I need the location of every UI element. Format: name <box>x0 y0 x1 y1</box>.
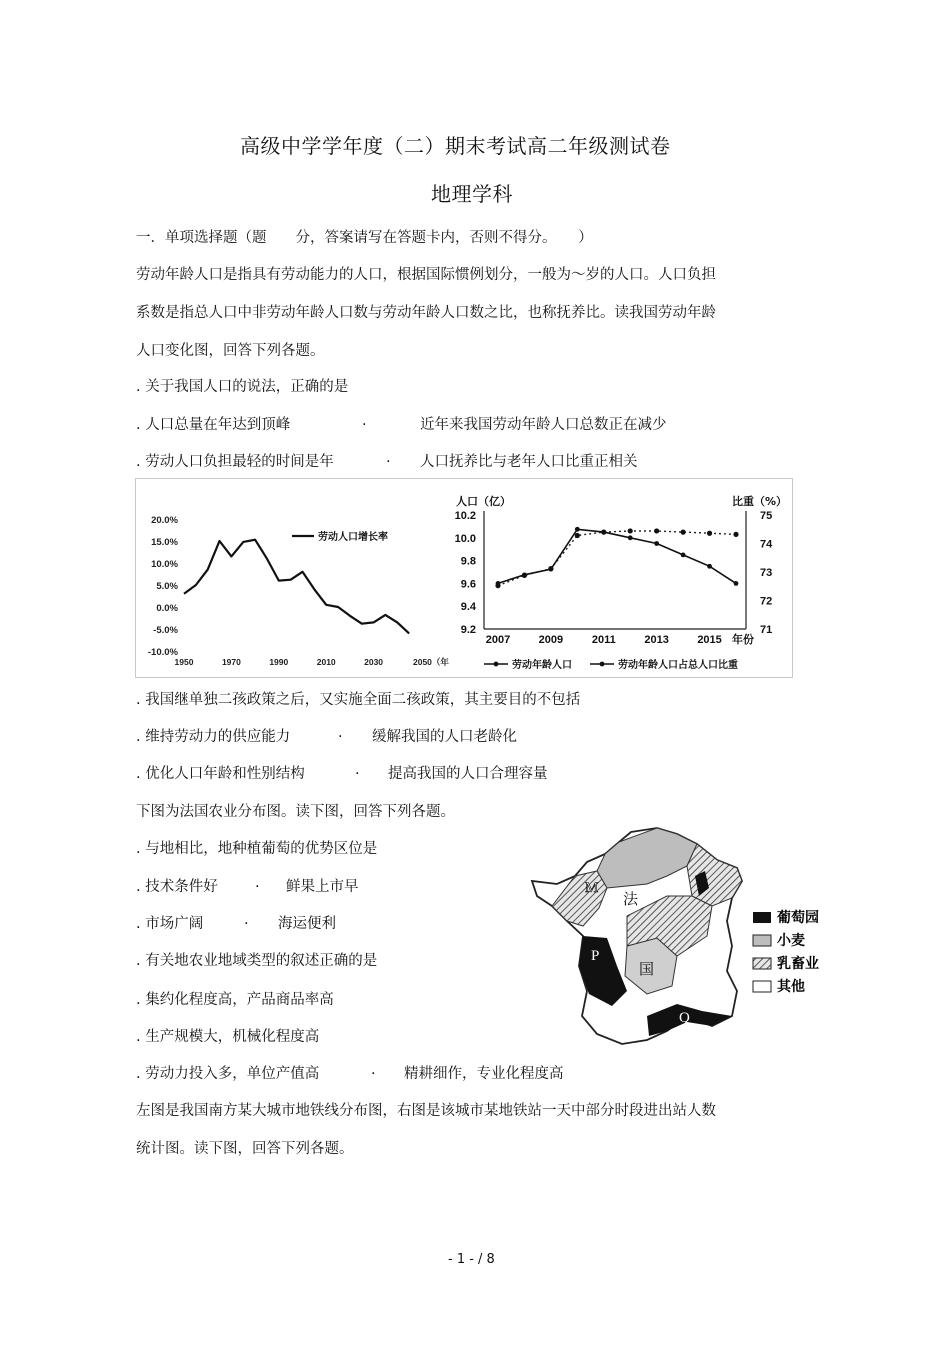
q3-option-c: . 市场广阔 <box>136 916 204 932</box>
legend-swatch-dairy <box>753 958 771 969</box>
q2-stem: . 我国继单独二孩政策之后，又实施全面二孩政策，其主要目的不包括 <box>136 692 581 708</box>
right-chart-point <box>734 581 739 586</box>
q4-option-a: . 集约化程度高，产品商品率高 <box>136 992 334 1008</box>
left-chart-xtick-label: 2010 <box>316 657 336 667</box>
map-label-guo: 国 <box>639 960 655 978</box>
page-title: 高级中学学年度（二）期末考试高二年级测试卷 <box>240 134 671 158</box>
right-chart-ytick-label: 9.2 <box>460 624 476 636</box>
right-chart-point <box>522 572 527 577</box>
intro-line-3: 人口变化图，回答下列各题。 <box>136 343 325 359</box>
left-chart-xtick-label: 1950 <box>174 657 194 667</box>
right-chart-ytick-label: 9.4 <box>460 601 476 614</box>
right-chart-point <box>707 564 712 569</box>
metro-intro-line-1: 左图是我国南方某大城市地铁线分布图，右图是该城市某地铁站一天中部分时段进出站人数 <box>136 1103 716 1119</box>
legend-swatch-wheat <box>753 935 771 946</box>
q1-option-b: 近年来我国劳动年龄人口总数正在减少 <box>420 417 667 433</box>
left-chart-xtick-label: 2050（年 <box>413 657 449 667</box>
legend-swatch-other <box>753 981 771 992</box>
left-chart-ytick-label: 20.0% <box>151 515 178 526</box>
q2-option-b: 缓解我国的人口老龄化 <box>372 729 517 745</box>
left-chart-xtick-label: 1970 <box>221 657 241 667</box>
q3-option-b-marker: . <box>255 875 260 891</box>
left-chart-series-line <box>184 540 409 634</box>
map-label-p: P <box>591 948 600 964</box>
right-chart-series-line <box>498 529 736 583</box>
right-chart-xtick-label: 2009 <box>538 634 564 646</box>
left-chart-ytick-label: 5.0% <box>156 581 178 592</box>
left-chart-xtick-label: 2030 <box>364 657 384 667</box>
right-chart-point <box>496 581 501 586</box>
q1-stem: . 关于我国人口的说法，正确的是 <box>136 379 349 395</box>
q2-option-d-marker: . <box>355 762 360 778</box>
q3-option-d: 海运便利 <box>278 916 336 932</box>
left-chart-ytick-label: 10.0% <box>151 559 178 570</box>
q4-option-d-marker: . <box>371 1062 376 1078</box>
right-chart-ytick-label: 10.2 <box>454 510 476 522</box>
q3-option-b: 鲜果上市早 <box>286 879 359 895</box>
q4-option-b: . 生产规模大，机械化程度高 <box>136 1029 320 1045</box>
right-chart-point <box>733 532 738 537</box>
right-chart-xtick-label: 2011 <box>591 634 616 646</box>
q2-option-c: . 优化人口年龄和性别结构 <box>136 766 305 782</box>
legend-label-dairy: 乳畜业 <box>777 956 819 972</box>
right-chart-xlabel: 年份 <box>732 633 754 646</box>
right-chart-ylabel: 人口（亿） <box>456 495 511 508</box>
population-charts-svg <box>136 479 792 677</box>
q3-option-a: . 技术条件好 <box>136 879 218 895</box>
legend-label-wheat: 小麦 <box>777 933 805 949</box>
right-chart-point <box>707 531 712 536</box>
right-chart-series-line <box>498 531 736 586</box>
left-chart-ytick-label: -10.0% <box>147 647 178 658</box>
right-chart-legend-label: 劳动年龄人口占总人口比重 <box>618 660 738 671</box>
right-chart-xtick-label: 2013 <box>644 634 669 646</box>
right-chart-point <box>654 541 659 546</box>
q4-option-c: . 劳动力投入多，单位产值高 <box>136 1066 320 1082</box>
q1-option-a: . 人口总量在年达到顶峰 <box>136 417 291 433</box>
france-map-svg <box>527 826 832 1048</box>
section-heading: 一．单项选择题（题 分，答案请写在答题卡内，否则不得分。 ） <box>136 230 593 246</box>
legend-swatch-vineyard <box>753 912 771 923</box>
q2-option-d: 提高我国的人口合理容量 <box>388 766 548 782</box>
right-chart-ytick-label: 9.8 <box>460 555 476 568</box>
right-chart-legend-marker <box>494 662 499 667</box>
q2-option-a: . 维持劳动力的供应能力 <box>136 729 291 745</box>
map-label-fa: 法 <box>623 890 639 908</box>
right-chart-y2tick-label: 72 <box>760 595 773 608</box>
map-label-q: Q <box>679 1010 690 1026</box>
q1-option-b-marker: . <box>362 413 367 429</box>
q4-option-d: 精耕细作，专业化程度高 <box>404 1066 564 1082</box>
q2-option-b-marker: . <box>338 725 343 741</box>
right-chart-point <box>681 530 686 535</box>
right-chart-point <box>628 535 633 540</box>
right-chart-xtick-label: 2015 <box>697 634 722 646</box>
right-chart-y2tick-label: 71 <box>760 624 773 636</box>
right-chart-point <box>654 528 659 533</box>
q1-option-d-marker: . <box>386 450 391 466</box>
right-chart-point <box>601 530 606 535</box>
right-chart-y2label: 比重（%） <box>732 495 788 508</box>
right-chart-point <box>575 533 580 538</box>
legend-label-other: 其他 <box>777 979 805 995</box>
q1-option-d: 人口抚养比与老年人口比重正相关 <box>420 454 638 470</box>
intro-line-1: 劳动年龄人口是指具有劳动能力的人口，根据国际惯例划分，一般为～岁的人口。人口负担 <box>136 267 716 283</box>
q4-stem: . 有关地农业地域类型的叙述正确的是 <box>136 953 378 969</box>
page-number: - 1 - / 8 <box>448 1252 495 1267</box>
left-chart-legend-label: 劳动人口增长率 <box>318 532 388 543</box>
right-chart-point <box>628 528 633 533</box>
france-intro: 下图为法国农业分布图。读下图，回答下列各题。 <box>136 804 455 820</box>
left-chart-ytick-label: 0.0% <box>156 603 178 614</box>
france-agriculture-map <box>527 826 832 1048</box>
right-chart-legend-label: 劳动年龄人口 <box>512 660 572 671</box>
map-label-m: M <box>585 880 599 896</box>
legend-label-vineyard: 葡萄园 <box>777 910 819 926</box>
population-charts <box>135 478 793 678</box>
q1-option-c: . 劳动人口负担最轻的时间是年 <box>136 454 334 470</box>
metro-intro-line-2: 统计图。读下图，回答下列各题。 <box>136 1141 354 1157</box>
right-chart-ytick-label: 9.6 <box>460 578 476 591</box>
left-chart-ytick-label: -5.0% <box>153 625 178 636</box>
right-chart-y2tick-label: 75 <box>760 510 773 522</box>
right-chart-point <box>575 527 580 532</box>
right-chart-ytick-label: 10.0 <box>454 532 476 545</box>
q3-option-d-marker: . <box>244 912 249 928</box>
right-chart-legend-marker <box>600 662 605 667</box>
page-subtitle: 地理学科 <box>431 182 513 206</box>
q3-stem: . 与地相比，地种植葡萄的优势区位是 <box>136 841 378 857</box>
left-chart-ytick-label: 15.0% <box>151 537 178 548</box>
right-chart-point <box>548 567 553 572</box>
intro-line-2: 系数是指总人口中非劳动年龄人口数与劳动年龄人口数之比，也称抚养比。读我国劳动年龄 <box>136 305 716 321</box>
right-chart-y2tick-label: 74 <box>760 538 773 551</box>
left-chart-xtick-label: 1990 <box>269 657 289 667</box>
right-chart-y2tick-label: 73 <box>760 567 773 579</box>
right-chart-point <box>681 553 686 558</box>
right-chart-xtick-label: 2007 <box>485 634 511 646</box>
